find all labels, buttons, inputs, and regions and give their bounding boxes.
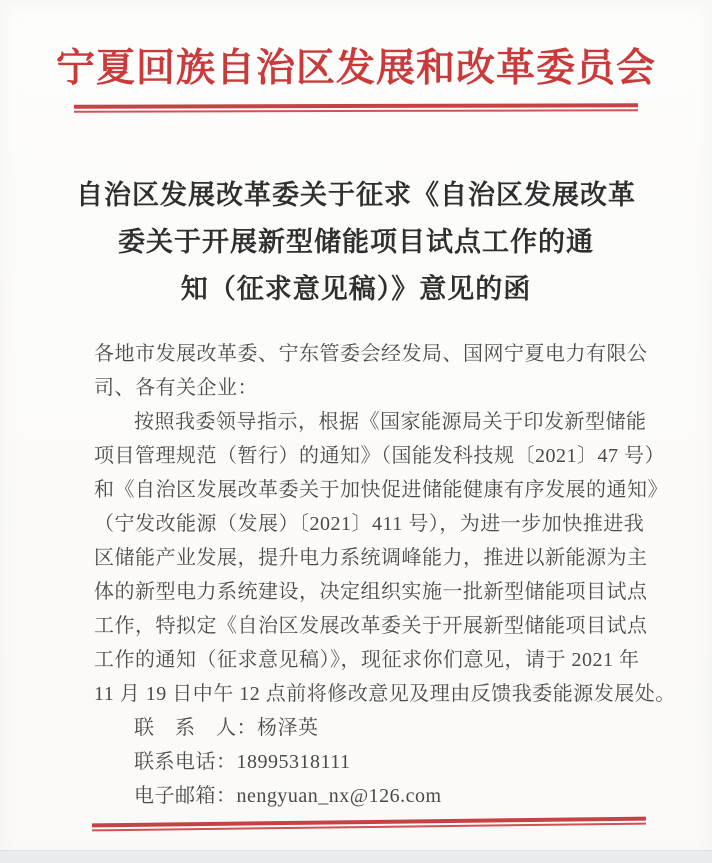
body-line-5: 区储能产业发展，提升电力系统调峰能力，推进以新能源为主 [94, 546, 648, 569]
document-title-line-1: 自治区发展改革委关于征求《自治区发展改革 [76, 179, 636, 210]
footer-divider [92, 817, 646, 832]
letterhead-divider-thick-rule [74, 103, 638, 108]
document-body [94, 337, 676, 813]
body-line-1: 按照我委领导指示，根据《国家能源局关于印发新型储能 [134, 410, 647, 433]
body-line-6: 体的新型电力系统建设，决定组织实施一批新型储能项目试点 [94, 580, 648, 603]
contact-email [94, 779, 634, 813]
body-line-3: 和《自治区发展改革委关于加快促进储能健康有序发展的通知》 [94, 478, 668, 501]
body-line-4: （宁发改能源（发展）〔2021〕411 号），为进一步加快推进我 [94, 512, 645, 535]
body-line-9: 11 月 19 日中午 12 点前将修改意见及理由反馈我委能源发展处。 [94, 682, 676, 705]
contact-person-label: 联 系 人： [134, 716, 257, 739]
contact-phone [94, 745, 634, 779]
contact-email-value: nengyuan_nx@126.com [236, 784, 442, 807]
salutation-line-1: 各地市发展改革委、宁东管委会经发局、国网宁夏电力有限公 [94, 342, 648, 365]
letterhead-divider [74, 103, 638, 112]
letterhead [0, 0, 712, 112]
document-title-line-3: 知（征求意见稿）》意见的函 [180, 273, 532, 304]
letterhead-org-name: 宁夏回族自治区发展和改革委员会 [55, 47, 656, 90]
salutation-line-2: 司、各有关企业： [94, 376, 258, 399]
contact-person [94, 711, 634, 745]
scan-edge [0, 850, 712, 863]
body-line-7: 工作，特拟定《自治区发展改革委关于开展新型储能项目试点 [94, 614, 648, 637]
document-title-line-2: 委关于开展新型储能项目试点工作的通 [118, 226, 594, 257]
body-line-2: 项目管理规范（暂行）的通知》（国能发科技规〔2021〕47 号） [94, 444, 665, 467]
body-line-8: 工作的通知（征求意见稿）》，现征求你们意见，请于 2021 年 [94, 648, 640, 671]
contact-phone-value: 18995318111 [236, 750, 351, 773]
contact-person-value: 杨泽英 [257, 716, 319, 739]
document-title [0, 172, 712, 313]
contact-email-label: 电子邮箱： [134, 784, 237, 807]
contact-phone-label: 联系电话： [134, 750, 237, 773]
letterhead-divider-thin-rule [74, 109, 638, 112]
